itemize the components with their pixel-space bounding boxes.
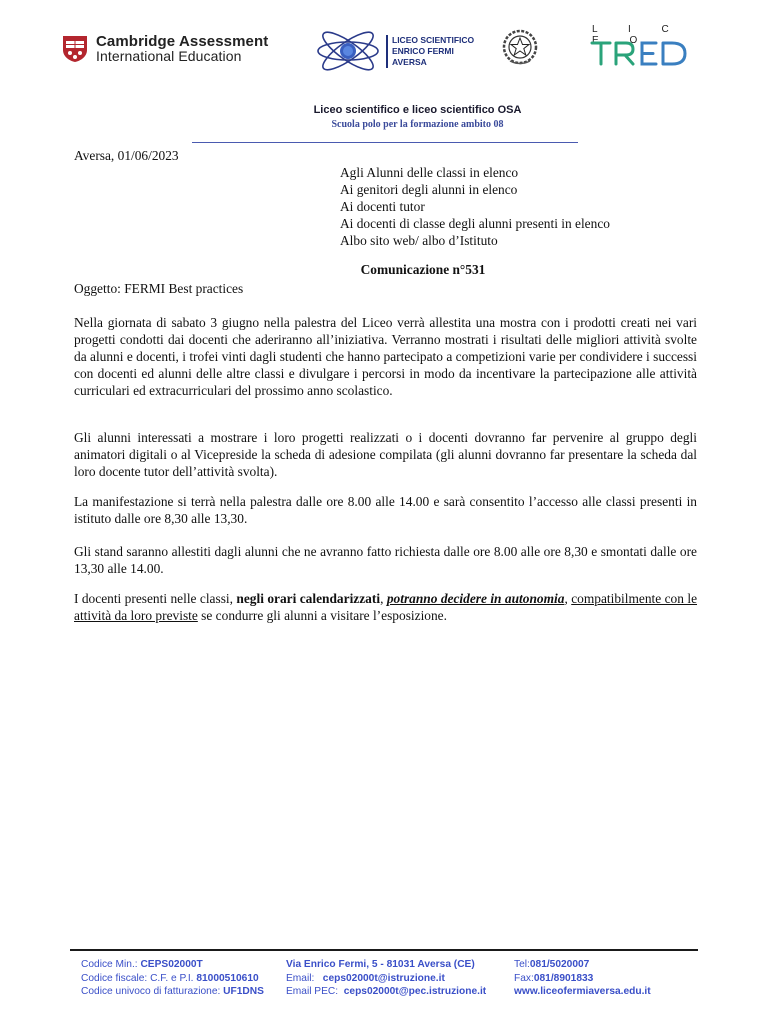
footer-line: Email PEC: ceps02000t@pec.istruzione.it bbox=[286, 986, 487, 997]
p5-autonomy-emphasis: potranno decidere in autonomia bbox=[386, 591, 565, 606]
paragraph-2: Gli alunni interessati a mostrare i loro progetti realizzati o i docenti dovranno far pervenire al gruppo degli animatori digitali o al Vicepreside la scheda di adesione compilata (gli alunni dovranno far presentare la scheda dal loro docente tutor dell’attività svolta). bbox=[74, 430, 697, 479]
school-title: Liceo scientifico e liceo scientifico OSA bbox=[313, 104, 522, 116]
footer-contacts bbox=[514, 958, 651, 999]
tred-wordmark bbox=[590, 38, 690, 68]
footer-divider bbox=[70, 949, 698, 951]
footer-line: Email: ceps02000t@istruzione.it bbox=[286, 972, 445, 984]
subject-line: Oggetto: FERMI Best practices bbox=[74, 281, 244, 296]
pec-email-link[interactable]: ceps02000t@pec.istruzione.it bbox=[343, 986, 487, 997]
website-link[interactable]: www.liceofermiaversa.edu.it bbox=[514, 986, 651, 997]
recipients-list bbox=[340, 164, 610, 249]
communication-title: Comunicazione n°531 bbox=[360, 262, 486, 277]
recipient-line: Ai docenti tutor bbox=[340, 199, 425, 214]
paragraph-4: Gli stand saranno allestiti dagli alunni che ne avranno fatto richiesta dalle ore 8.00 alle ore 8,30 e smontati dalle ore 13,30 alle 14.00. bbox=[74, 544, 697, 576]
p5-text-c: , bbox=[380, 591, 387, 606]
recipient-line: Ai docenti di classe degli alunni presenti in elenco bbox=[340, 216, 610, 231]
italian-emblem-icon bbox=[502, 28, 538, 66]
footer-line: Tel:081/5020007 bbox=[514, 959, 590, 970]
header-divider bbox=[192, 142, 578, 143]
footer-address bbox=[286, 958, 486, 999]
paragraph-1: Nella giornata di sabato 3 giugno nella palestra del Liceo verrà allestita una mostra con i prodotti creati nei vari progetti condotti dai docenti che aderiranno all’iniziativa. Verranno mostrati i risultati delle migliori attività svolte da alunni e docenti, i trofei vinti dagli studenti che hanno partecipato a competizioni varie per condividere i successi con docenti ed alunni delle altre classi e divulgare i percorsi in modo da incentivare la partecipazione alle attività curriculari ed extracurriculari del prossimo anno scolastico. bbox=[74, 315, 697, 398]
phone-number: 081/5020007 bbox=[529, 959, 590, 970]
p5-underlined-compat: compatibilmente con le attività da loro previste bbox=[74, 591, 698, 623]
footer-line bbox=[514, 985, 651, 999]
fermi-line1: LICEO SCIENTIFICO bbox=[392, 34, 475, 45]
footer-line: Codice univoco di fatturazione: UF1DNS bbox=[81, 986, 264, 997]
fermi-line3: AVERSA bbox=[392, 56, 427, 67]
cambridge-logo bbox=[62, 34, 272, 64]
recipient-line: Albo sito web/ albo d’Istituto bbox=[340, 233, 498, 248]
recipient-line: Agli Alunni delle classi in elenco bbox=[340, 165, 519, 180]
p5-text-e: , bbox=[564, 591, 572, 606]
fermi-line2: ENRICO FERMI bbox=[392, 45, 454, 56]
paragraph-5 bbox=[74, 590, 697, 624]
tred-logo bbox=[590, 24, 690, 68]
cambridge-line1: Cambridge Assessment bbox=[96, 33, 269, 50]
cambridge-line2: International Education bbox=[96, 48, 242, 64]
email-link[interactable]: ceps02000t@istruzione.it bbox=[322, 972, 445, 984]
footer-line: Codice Min.: CEPS02000T bbox=[81, 959, 203, 970]
cambridge-shield-icon bbox=[62, 35, 88, 63]
p5-text-g: se condurre gli alunni a visitare l’esposizione. bbox=[197, 608, 447, 623]
footer-codes bbox=[81, 958, 264, 999]
footer-line bbox=[286, 958, 486, 972]
fax-number: 081/8901833 bbox=[533, 972, 594, 984]
school-subtitle: Scuola polo per la formazione ambito 08 bbox=[331, 119, 504, 130]
p5-text-a: I docenti presenti nelle classi, bbox=[74, 591, 237, 606]
paragraph-3: La manifestazione si terrà nella palestra dalle ore 8.00 alle 14.00 e sarà consentito l’accesso alle classi presenti in istituto dalle ore 8,30 alle 13,30. bbox=[74, 494, 697, 526]
p5-bold-hours: negli orari calendarizzati bbox=[236, 591, 381, 606]
fermi-logo bbox=[316, 28, 481, 74]
atom-icon bbox=[316, 29, 380, 73]
recipient-line: Ai genitori degli alunni in elenco bbox=[340, 182, 518, 197]
address-text: Via Enrico Fermi, 5 - 81031 Aversa (CE) bbox=[286, 959, 475, 970]
footer-line: Codice fiscale: C.F. e P.I. 81000510610 bbox=[81, 972, 259, 984]
tred-liceo-label: L I C E O bbox=[592, 24, 683, 46]
footer-line: Fax:081/8901833 bbox=[514, 972, 594, 984]
letter-date: Aversa, 01/06/2023 bbox=[74, 148, 179, 163]
